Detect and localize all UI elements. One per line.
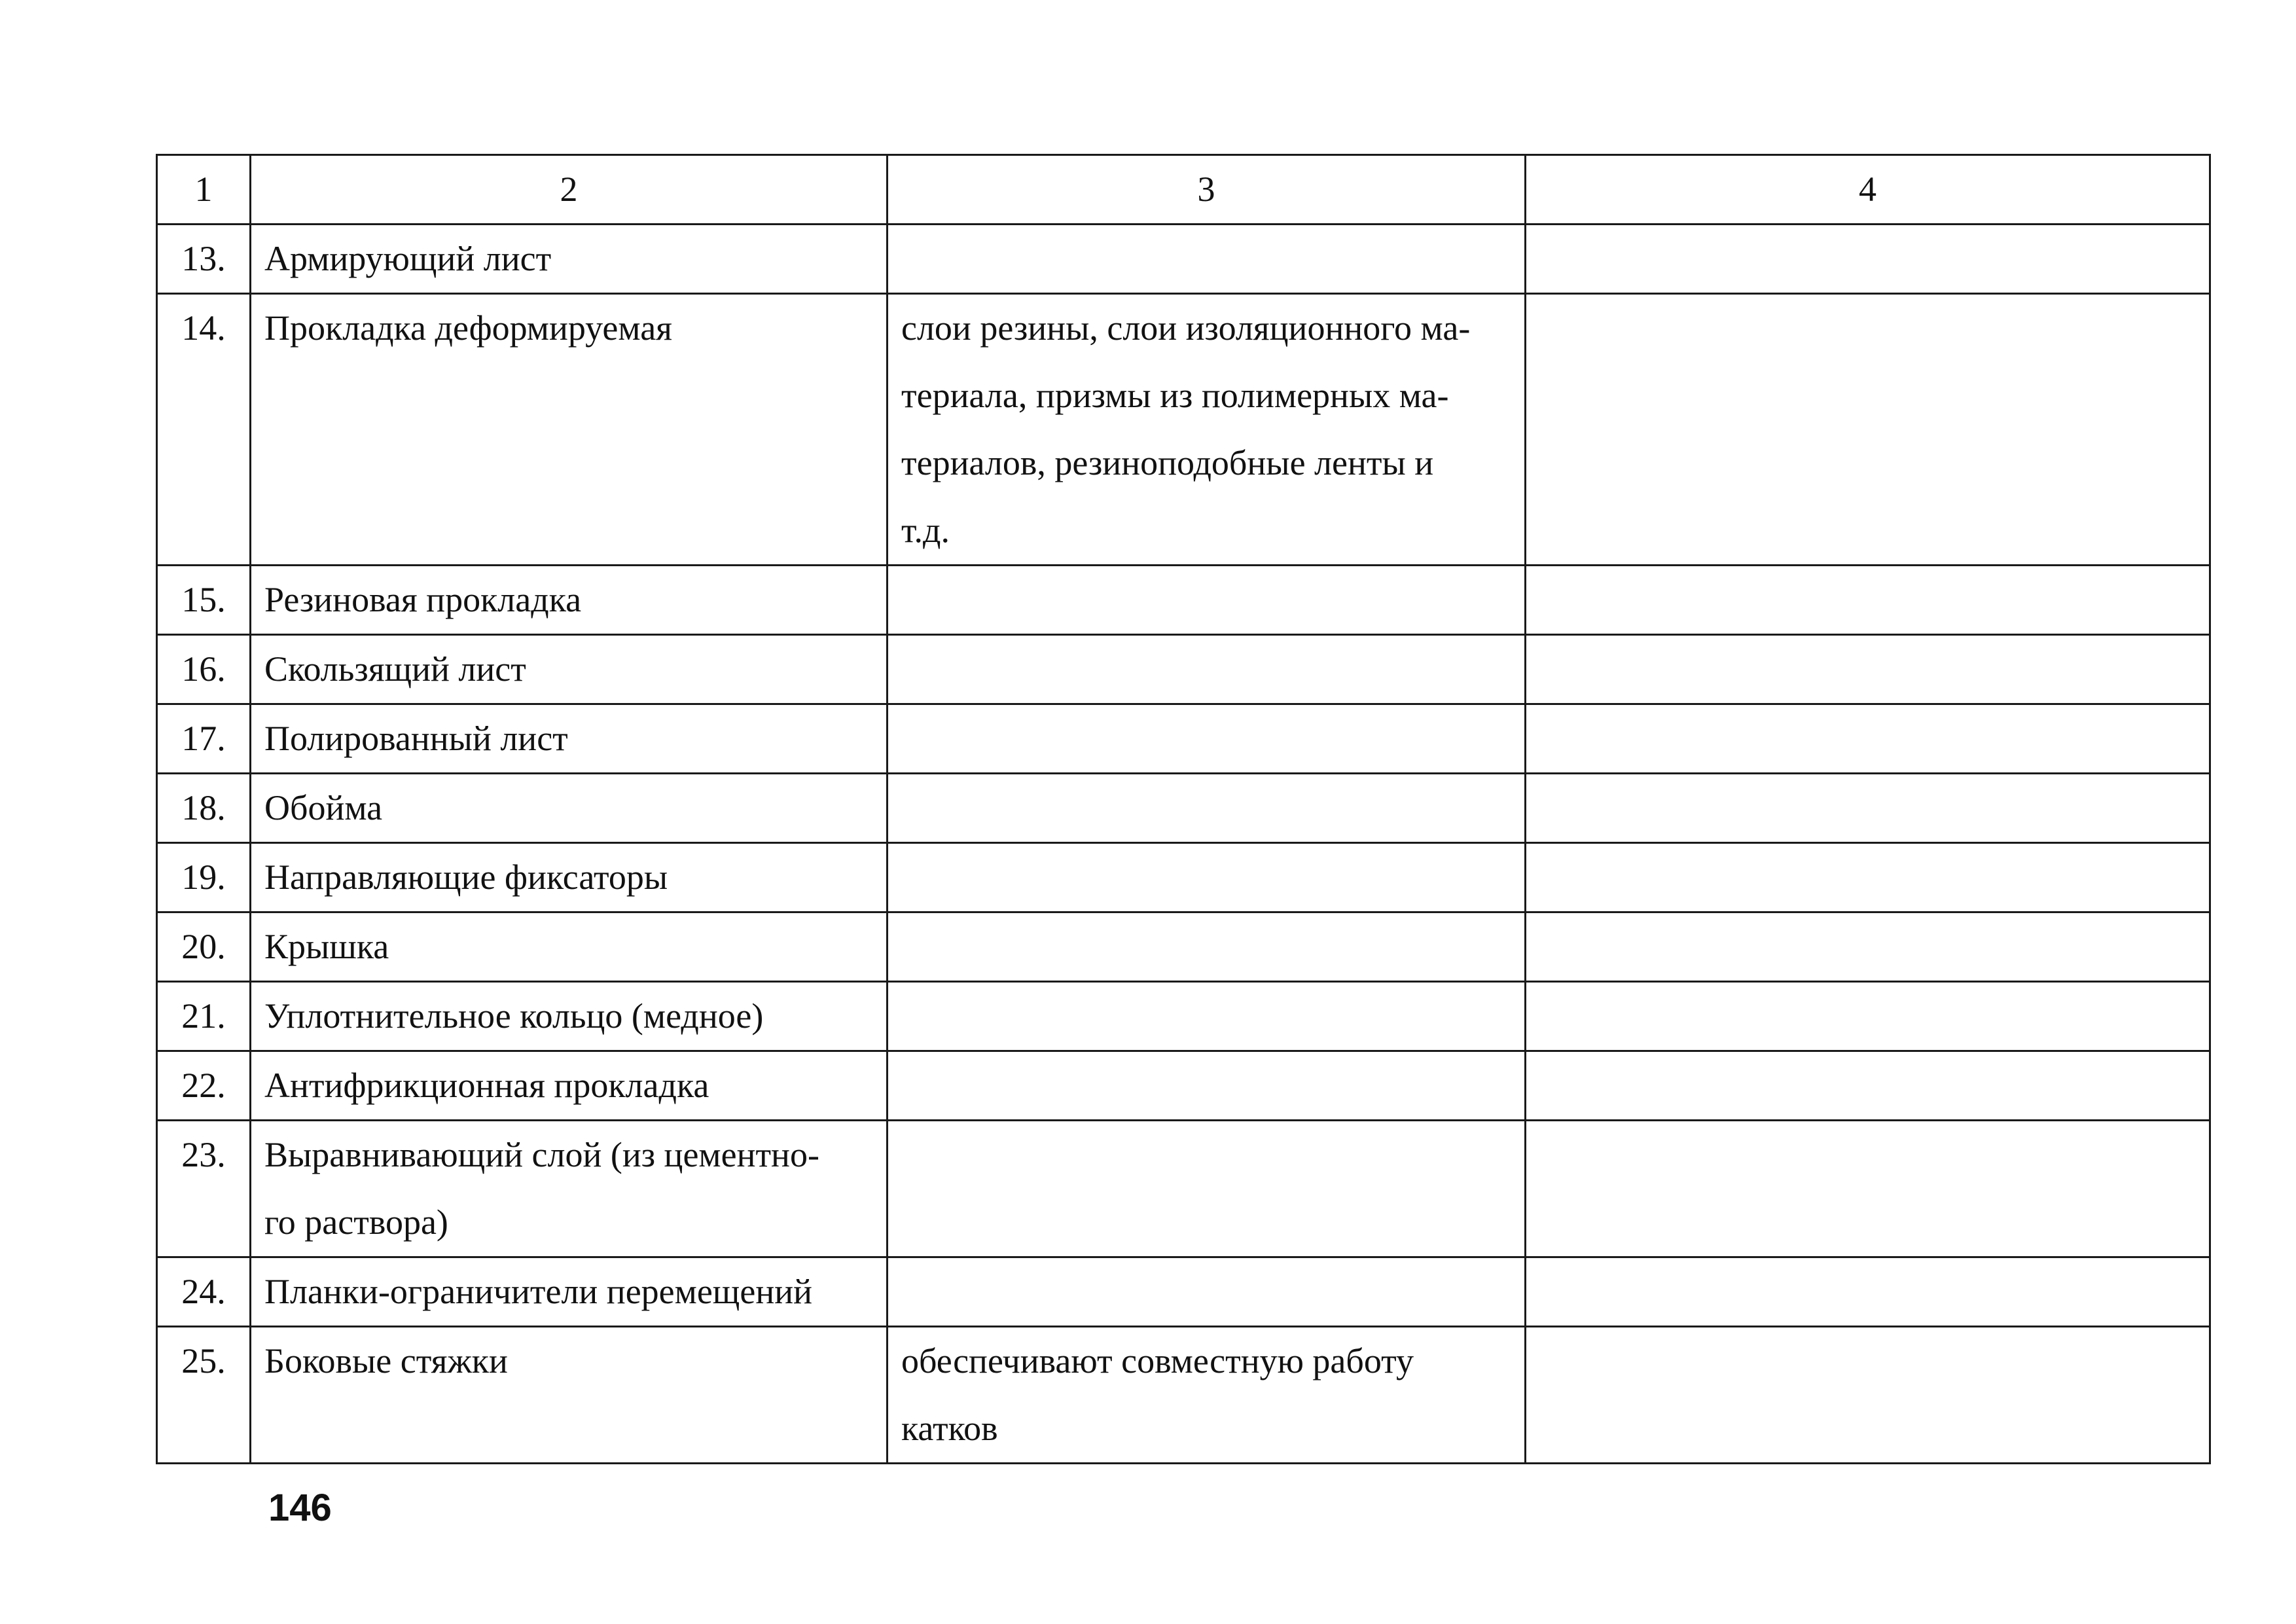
part-description	[888, 912, 1526, 982]
part-name: Боковые стяжки	[251, 1327, 888, 1464]
part-note	[1526, 566, 2210, 635]
row-number: 13.	[157, 225, 251, 294]
part-name: Скользящий лист	[251, 635, 888, 704]
part-description	[888, 225, 1526, 294]
row-number: 23.	[157, 1121, 251, 1257]
column-header-2: 2	[251, 155, 888, 225]
part-note	[1526, 912, 2210, 982]
row-number: 20.	[157, 912, 251, 982]
row-number: 22.	[157, 1051, 251, 1121]
page-number: 146	[268, 1487, 332, 1529]
row-number: 19.	[157, 843, 251, 912]
table-row	[157, 774, 2210, 843]
part-note	[1526, 1121, 2210, 1257]
table-row	[157, 1257, 2210, 1327]
part-name: Армирующий лист	[251, 225, 888, 294]
part-name: Резиновая прокладка	[251, 566, 888, 635]
part-note	[1526, 982, 2210, 1051]
table-row	[157, 1121, 2210, 1257]
part-note	[1526, 635, 2210, 704]
parts-table	[156, 154, 2211, 1464]
row-number: 18.	[157, 774, 251, 843]
column-header-4: 4	[1526, 155, 2210, 225]
table-row	[157, 566, 2210, 635]
part-name: Обойма	[251, 774, 888, 843]
table-row	[157, 294, 2210, 566]
part-name: Полированный лист	[251, 704, 888, 774]
part-description	[888, 566, 1526, 635]
part-name: Прокладка деформируемая	[251, 294, 888, 566]
part-description	[888, 1257, 1526, 1327]
table-header-row	[157, 155, 2210, 225]
row-number: 15.	[157, 566, 251, 635]
table-row	[157, 704, 2210, 774]
part-name: Уплотнительное кольцо (медное)	[251, 982, 888, 1051]
row-number: 14.	[157, 294, 251, 566]
table-row	[157, 1327, 2210, 1464]
table-row	[157, 225, 2210, 294]
part-description: обеспечивают совместную работу катков	[888, 1327, 1526, 1464]
row-number: 16.	[157, 635, 251, 704]
part-description	[888, 774, 1526, 843]
part-name: Крышка	[251, 912, 888, 982]
part-note	[1526, 1327, 2210, 1464]
table-row	[157, 982, 2210, 1051]
part-name: Планки-ограничители перемещений	[251, 1257, 888, 1327]
table-row	[157, 843, 2210, 912]
table-row	[157, 1051, 2210, 1121]
part-note	[1526, 1051, 2210, 1121]
part-description	[888, 1121, 1526, 1257]
part-note	[1526, 774, 2210, 843]
part-description: слои резины, слои изоляционного ма- териала, призмы из полимерных ма- териалов, резиноподобные ленты и т.д.	[888, 294, 1526, 566]
column-header-3: 3	[888, 155, 1526, 225]
part-note	[1526, 294, 2210, 566]
part-description	[888, 982, 1526, 1051]
part-note	[1526, 225, 2210, 294]
part-description	[888, 704, 1526, 774]
part-name: Антифрикционная прокладка	[251, 1051, 888, 1121]
part-note	[1526, 1257, 2210, 1327]
row-number: 21.	[157, 982, 251, 1051]
part-description	[888, 635, 1526, 704]
row-number: 25.	[157, 1327, 251, 1464]
part-description	[888, 1051, 1526, 1121]
part-name: Выравнивающий слой (из цементно- го раствора)	[251, 1121, 888, 1257]
column-header-1: 1	[157, 155, 251, 225]
row-number: 17.	[157, 704, 251, 774]
part-note	[1526, 843, 2210, 912]
part-note	[1526, 704, 2210, 774]
part-name: Направляющие фиксаторы	[251, 843, 888, 912]
row-number: 24.	[157, 1257, 251, 1327]
table-row	[157, 635, 2210, 704]
part-description	[888, 843, 1526, 912]
table-row	[157, 912, 2210, 982]
